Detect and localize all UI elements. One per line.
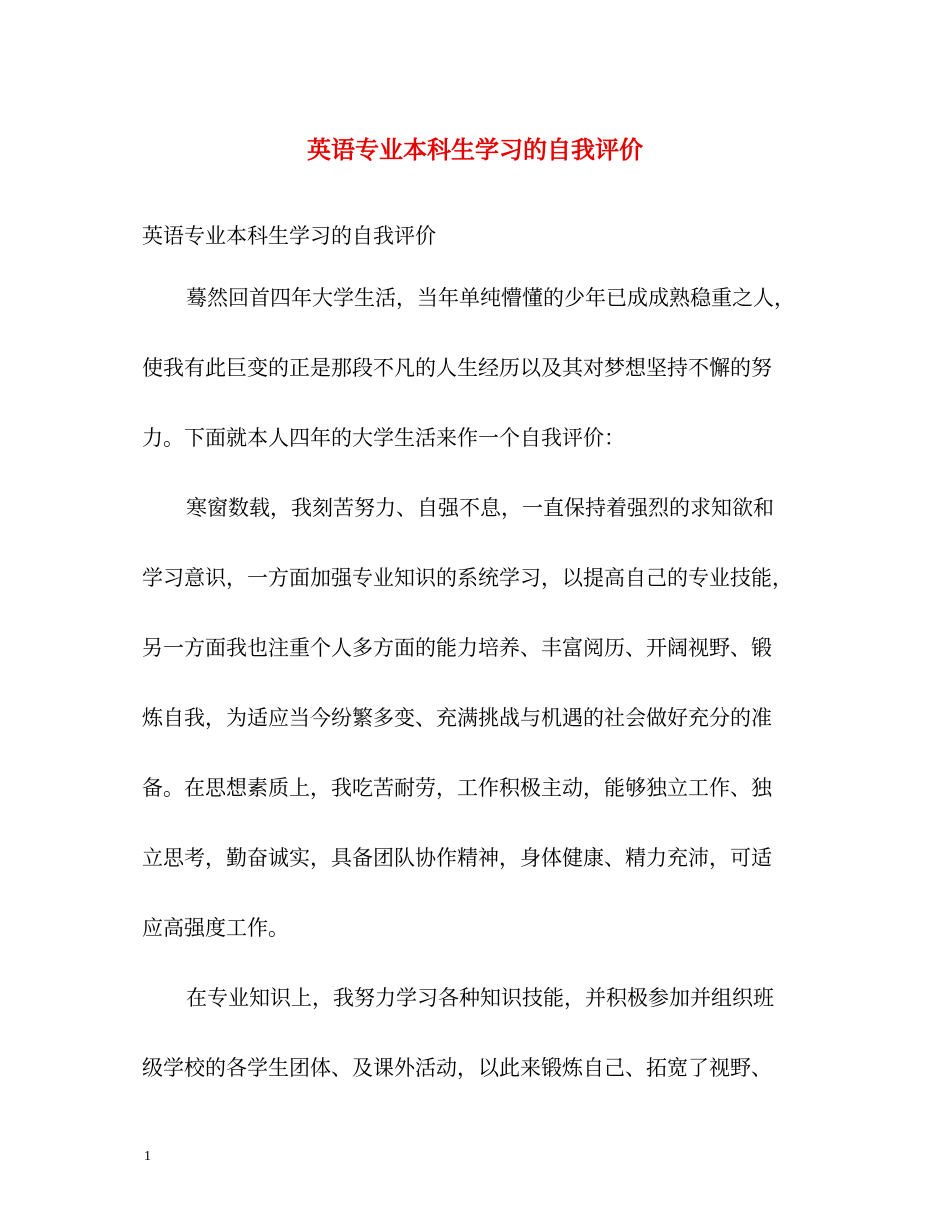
paragraph-line: 使我有此巨变的正是那段不凡的人生经历以及其对梦想坚持不懈的努 xyxy=(142,356,772,380)
paragraph-line: 学习意识，一方面加强专业知识的系统学习，以提高自己的专业技能， xyxy=(142,566,793,590)
paragraph-line: 蓦然回首四年大学生活，当年单纯懵懂的少年已成成熟稳重之人， xyxy=(186,286,795,310)
paragraph-line: 在专业知识上，我努力学习各种知识技能，并积极参加并组织班 xyxy=(186,986,774,1010)
paragraph-line: 立思考，勤奋诚实，具备团队协作精神，身体健康、精力充沛，可适 xyxy=(142,846,772,870)
paragraph-line: 另一方面我也注重个人多方面的能力培养、丰富阅历、开阔视野、锻 xyxy=(142,636,772,660)
paragraph-line: 应高强度工作。 xyxy=(142,916,289,940)
paragraph-line: 备。在思想素质上，我吃苦耐劳，工作积极主动，能够独立工作、独 xyxy=(142,776,772,800)
paragraph-line: 级学校的各学生团体、及课外活动，以此来锻炼自己、拓宽了视野、 xyxy=(142,1056,772,1080)
document-subtitle: 英语专业本科生学习的自我评价 xyxy=(142,224,436,248)
paragraph-line: 力。下面就本人四年的大学生活来作一个自我评价： xyxy=(142,426,625,450)
page-number: 1 xyxy=(144,1149,151,1164)
document-title: 英语专业本科生学习的自我评价 xyxy=(307,135,643,164)
paragraph-line: 炼自我，为适应当今纷繁多变、充满挑战与机遇的社会做好充分的准 xyxy=(142,706,772,730)
paragraph-line: 寒窗数载，我刻苦努力、自强不息，一直保持着强烈的求知欲和 xyxy=(186,496,774,520)
